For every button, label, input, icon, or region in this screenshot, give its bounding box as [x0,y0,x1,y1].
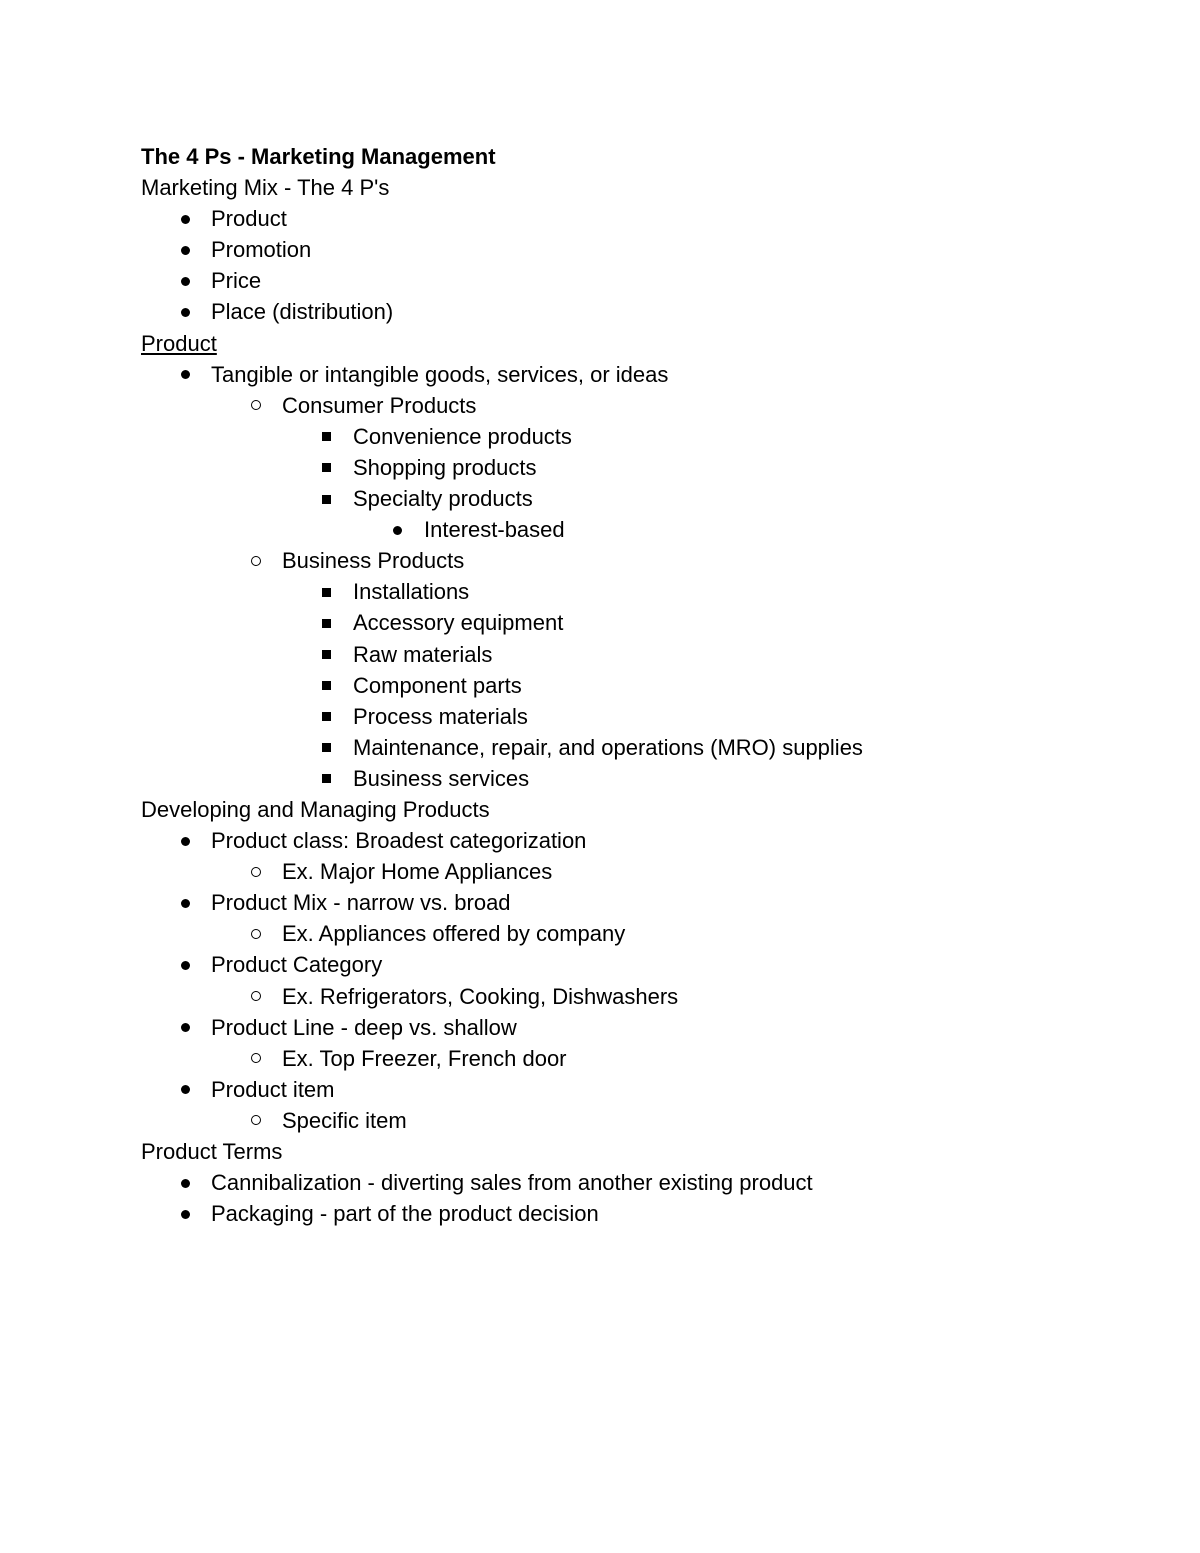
list-item [141,607,1140,638]
bullet-square-icon [322,495,331,504]
list-item [141,887,1140,918]
list-item-text: Product item [211,1076,335,1102]
list-item [141,359,1140,390]
bullet-disc-icon [181,899,190,908]
list-item [141,918,1140,949]
list-item-text: Specialty products [353,486,533,512]
list-item [141,265,1140,296]
list-item [141,1198,1140,1229]
list-item [141,452,1140,483]
list-item-text: Place (distribution) [211,299,394,325]
list-item-text: Specific item [282,1107,407,1133]
list-item-text: Ex. Major Home Appliances [282,859,553,885]
bullet-disc-icon [393,526,402,535]
list-item [141,203,1140,234]
list-item-text: Cannibalization - diverting sales from another existing product [211,1170,813,1196]
list-item [141,1105,1140,1136]
bullet-circle-icon [251,929,261,939]
bullet-square-icon [322,432,331,441]
list-item-text: Price [211,268,262,294]
bullet-circle-icon [251,1115,261,1125]
list-item-text: Business Products [282,548,465,574]
list-item-text: Interest-based [424,517,565,543]
list-item-text: Product class: Broadest categorization [211,828,587,854]
list-item-text: Component parts [353,672,522,698]
list-item-text: Product Line - deep vs. shallow [211,1014,517,1040]
list-item-text: Raw materials [353,641,493,667]
bullet-square-icon [322,712,331,721]
list-item [141,701,1140,732]
bullet-square-icon [322,743,331,752]
bullet-square-icon [322,774,331,783]
list-item [141,1043,1140,1074]
list-item-text: Product Mix - narrow vs. broad [211,890,511,916]
bullet-circle-icon [251,991,261,1001]
bullet-disc-icon [181,370,190,379]
bullet-disc-icon [181,1085,190,1094]
bullet-square-icon [322,650,331,659]
bullet-disc-icon [181,308,190,317]
bullet-circle-icon [251,556,261,566]
bullet-circle-icon [251,1053,261,1063]
list-item-text: Packaging - part of the product decision [211,1201,599,1227]
bullet-disc-icon [181,277,190,286]
list-item [141,732,1140,763]
list-item-text: Installations [353,579,470,605]
list-item-text: Ex. Top Freezer, French door [282,1045,567,1071]
bullet-disc-icon [181,1210,190,1219]
list-item-text: Tangible or intangible goods, services, or ideas [211,361,669,387]
document-page [141,141,1140,1229]
list-item [141,545,1140,576]
bullet-disc-icon [181,215,190,224]
list-item-text: Shopping products [353,454,537,480]
section-heading [141,1136,1140,1167]
list-item [141,390,1140,421]
document-title: The 4 Ps - Marketing Management [141,144,496,169]
list-item-text: Accessory equipment [353,610,564,636]
bullet-circle-icon [251,400,261,410]
list-item [141,514,1140,545]
list-item-text: Product [211,206,287,232]
list-item [141,981,1140,1012]
bullet-square-icon [322,588,331,597]
list-item [141,949,1140,980]
bullet-disc-icon [181,1179,190,1188]
list-item [141,483,1140,514]
list-item-text: Ex. Refrigerators, Cooking, Dishwashers [282,983,679,1009]
section-heading [141,172,1140,203]
bullet-disc-icon [181,837,190,846]
list-item-text: Convenience products [353,423,572,449]
list-item-text: Product Category [211,952,383,978]
bullet-disc-icon [181,1023,190,1032]
list-item [141,856,1140,887]
list-item [141,670,1140,701]
list-item [141,825,1140,856]
section-heading [141,794,1140,825]
list-item [141,296,1140,327]
list-item-text: Promotion [211,237,312,263]
list-item-text: Consumer Products [282,392,477,418]
list-item-text: Business services [353,765,530,791]
list-item [141,1074,1140,1105]
list-item [141,576,1140,607]
list-item [141,1012,1140,1043]
list-item [141,234,1140,265]
bullet-square-icon [322,619,331,628]
section-heading-text: Developing and Managing Products [141,796,490,822]
bullet-square-icon [322,463,331,472]
section-heading-text: Marketing Mix - The 4 P's [141,175,390,201]
outline-list [141,172,1140,1229]
bullet-disc-icon [181,961,190,970]
list-item [141,421,1140,452]
bullet-disc-icon [181,246,190,255]
section-heading-text: Product Terms [141,1139,283,1164]
list-item [141,1167,1140,1198]
list-item-text: Ex. Appliances offered by company [282,921,626,947]
bullet-square-icon [322,681,331,690]
list-item-text: Process materials [353,703,528,729]
bullet-circle-icon [251,867,261,877]
section-heading [141,328,1140,359]
list-item-text: Maintenance, repair, and operations (MRO) supplies [353,734,863,760]
section-heading-text: Product [141,330,217,356]
list-item [141,639,1140,670]
list-item [141,763,1140,794]
